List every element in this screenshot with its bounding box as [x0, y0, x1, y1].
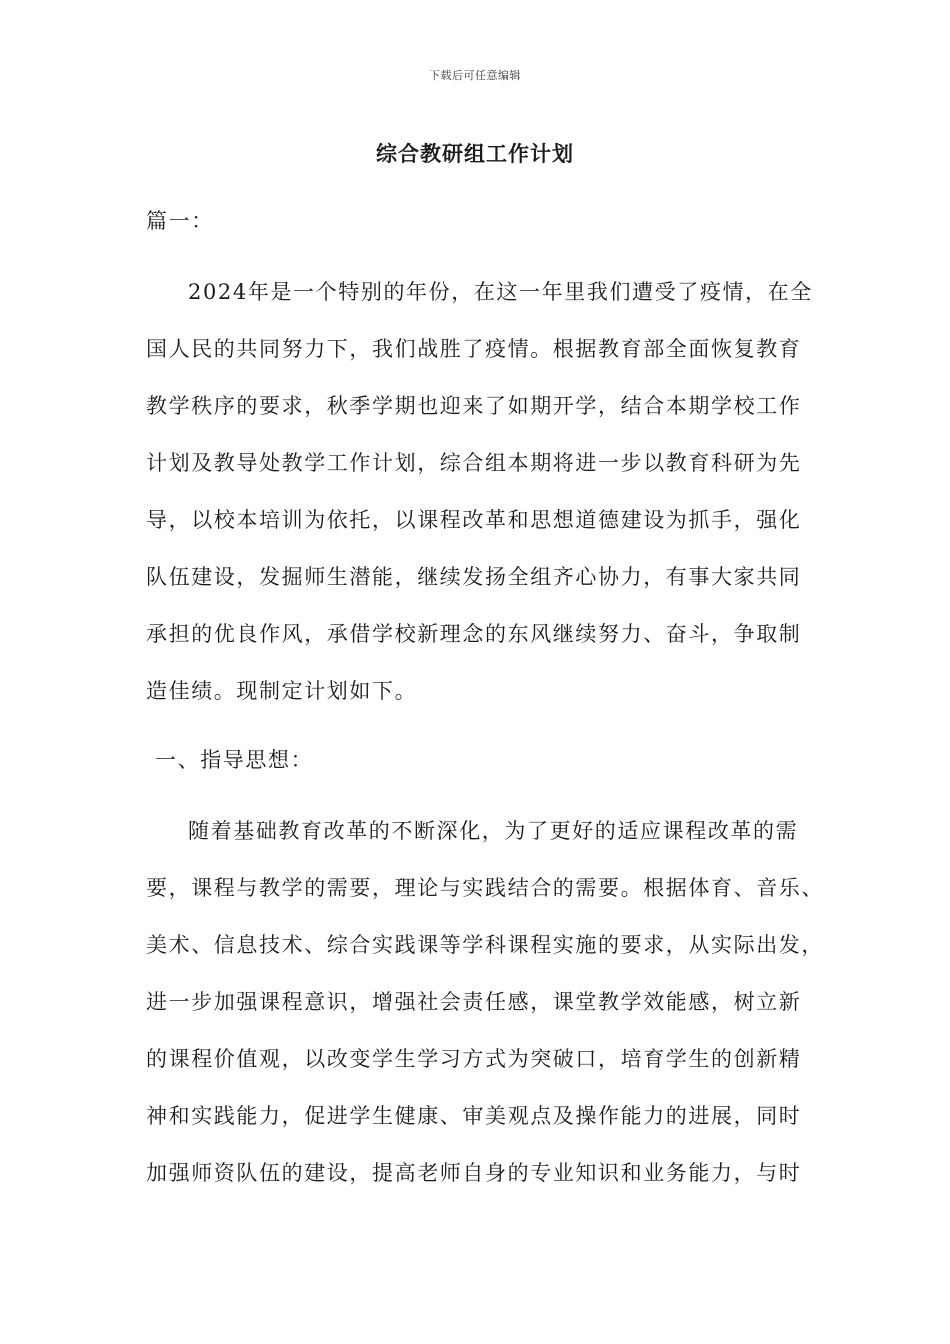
paragraph-line: 加强师资队伍的建设，提高老师自身的专业知识和业务能力，与时 [146, 1161, 802, 1185]
paragraph-line: 2024年是一个特别的年份，在这一年里我们遭受了疫情，在全 [188, 280, 813, 304]
paragraph-line: 美术、信息技术、综合实践课等学科课程实施的要求，从实际出发， [146, 933, 824, 957]
header-note: 下载后可任意编辑 [429, 69, 521, 82]
document-title: 综合教研组工作计划 [376, 141, 574, 166]
paragraph-line: 造佳绩。现制定计划如下。 [146, 679, 418, 703]
paragraph-line: 队伍建设，发掘师生潜能，继续发扬全组齐心协力，有事大家共同 [146, 565, 802, 589]
paragraph-line: 的课程价值观，以改变学生学习方式为突破口，培育学生的创新精 [146, 1047, 802, 1071]
section-heading: 一、指导思想： [155, 748, 314, 772]
paragraph-line: 教学秩序的要求，秋季学期也迎来了如期开学，结合本期学校工作 [146, 394, 802, 418]
paragraph-line: 进一步加强课程意识，增强社会责任感，课堂教学效能感，树立新 [146, 990, 802, 1014]
paragraph-line: 神和实践能力，促进学生健康、审美观点及操作能力的进展，同时 [146, 1104, 802, 1128]
paragraph-line: 要，课程与教学的需要，理论与实践结合的需要。根据体育、音乐、 [146, 876, 824, 900]
paragraph-line: 国人民的共同努力下，我们战胜了疫情。根据教育部全面恢复教育 [146, 337, 802, 361]
paragraph-line: 随着基础教育改革的不断深化，为了更好的适应课程改革的需 [188, 819, 799, 843]
paragraph-line: 承担的优良作风，承借学校新理念的东风继续努力、奋斗，争取制 [146, 622, 802, 646]
paragraph-line: 计划及教导处教学工作计划，综合组本期将进一步以教育科研为先 [146, 451, 802, 475]
part-label: 篇一： [146, 209, 214, 233]
paragraph-line: 导，以校本培训为依托，以课程改革和思想道德建设为抓手，强化 [146, 508, 802, 532]
